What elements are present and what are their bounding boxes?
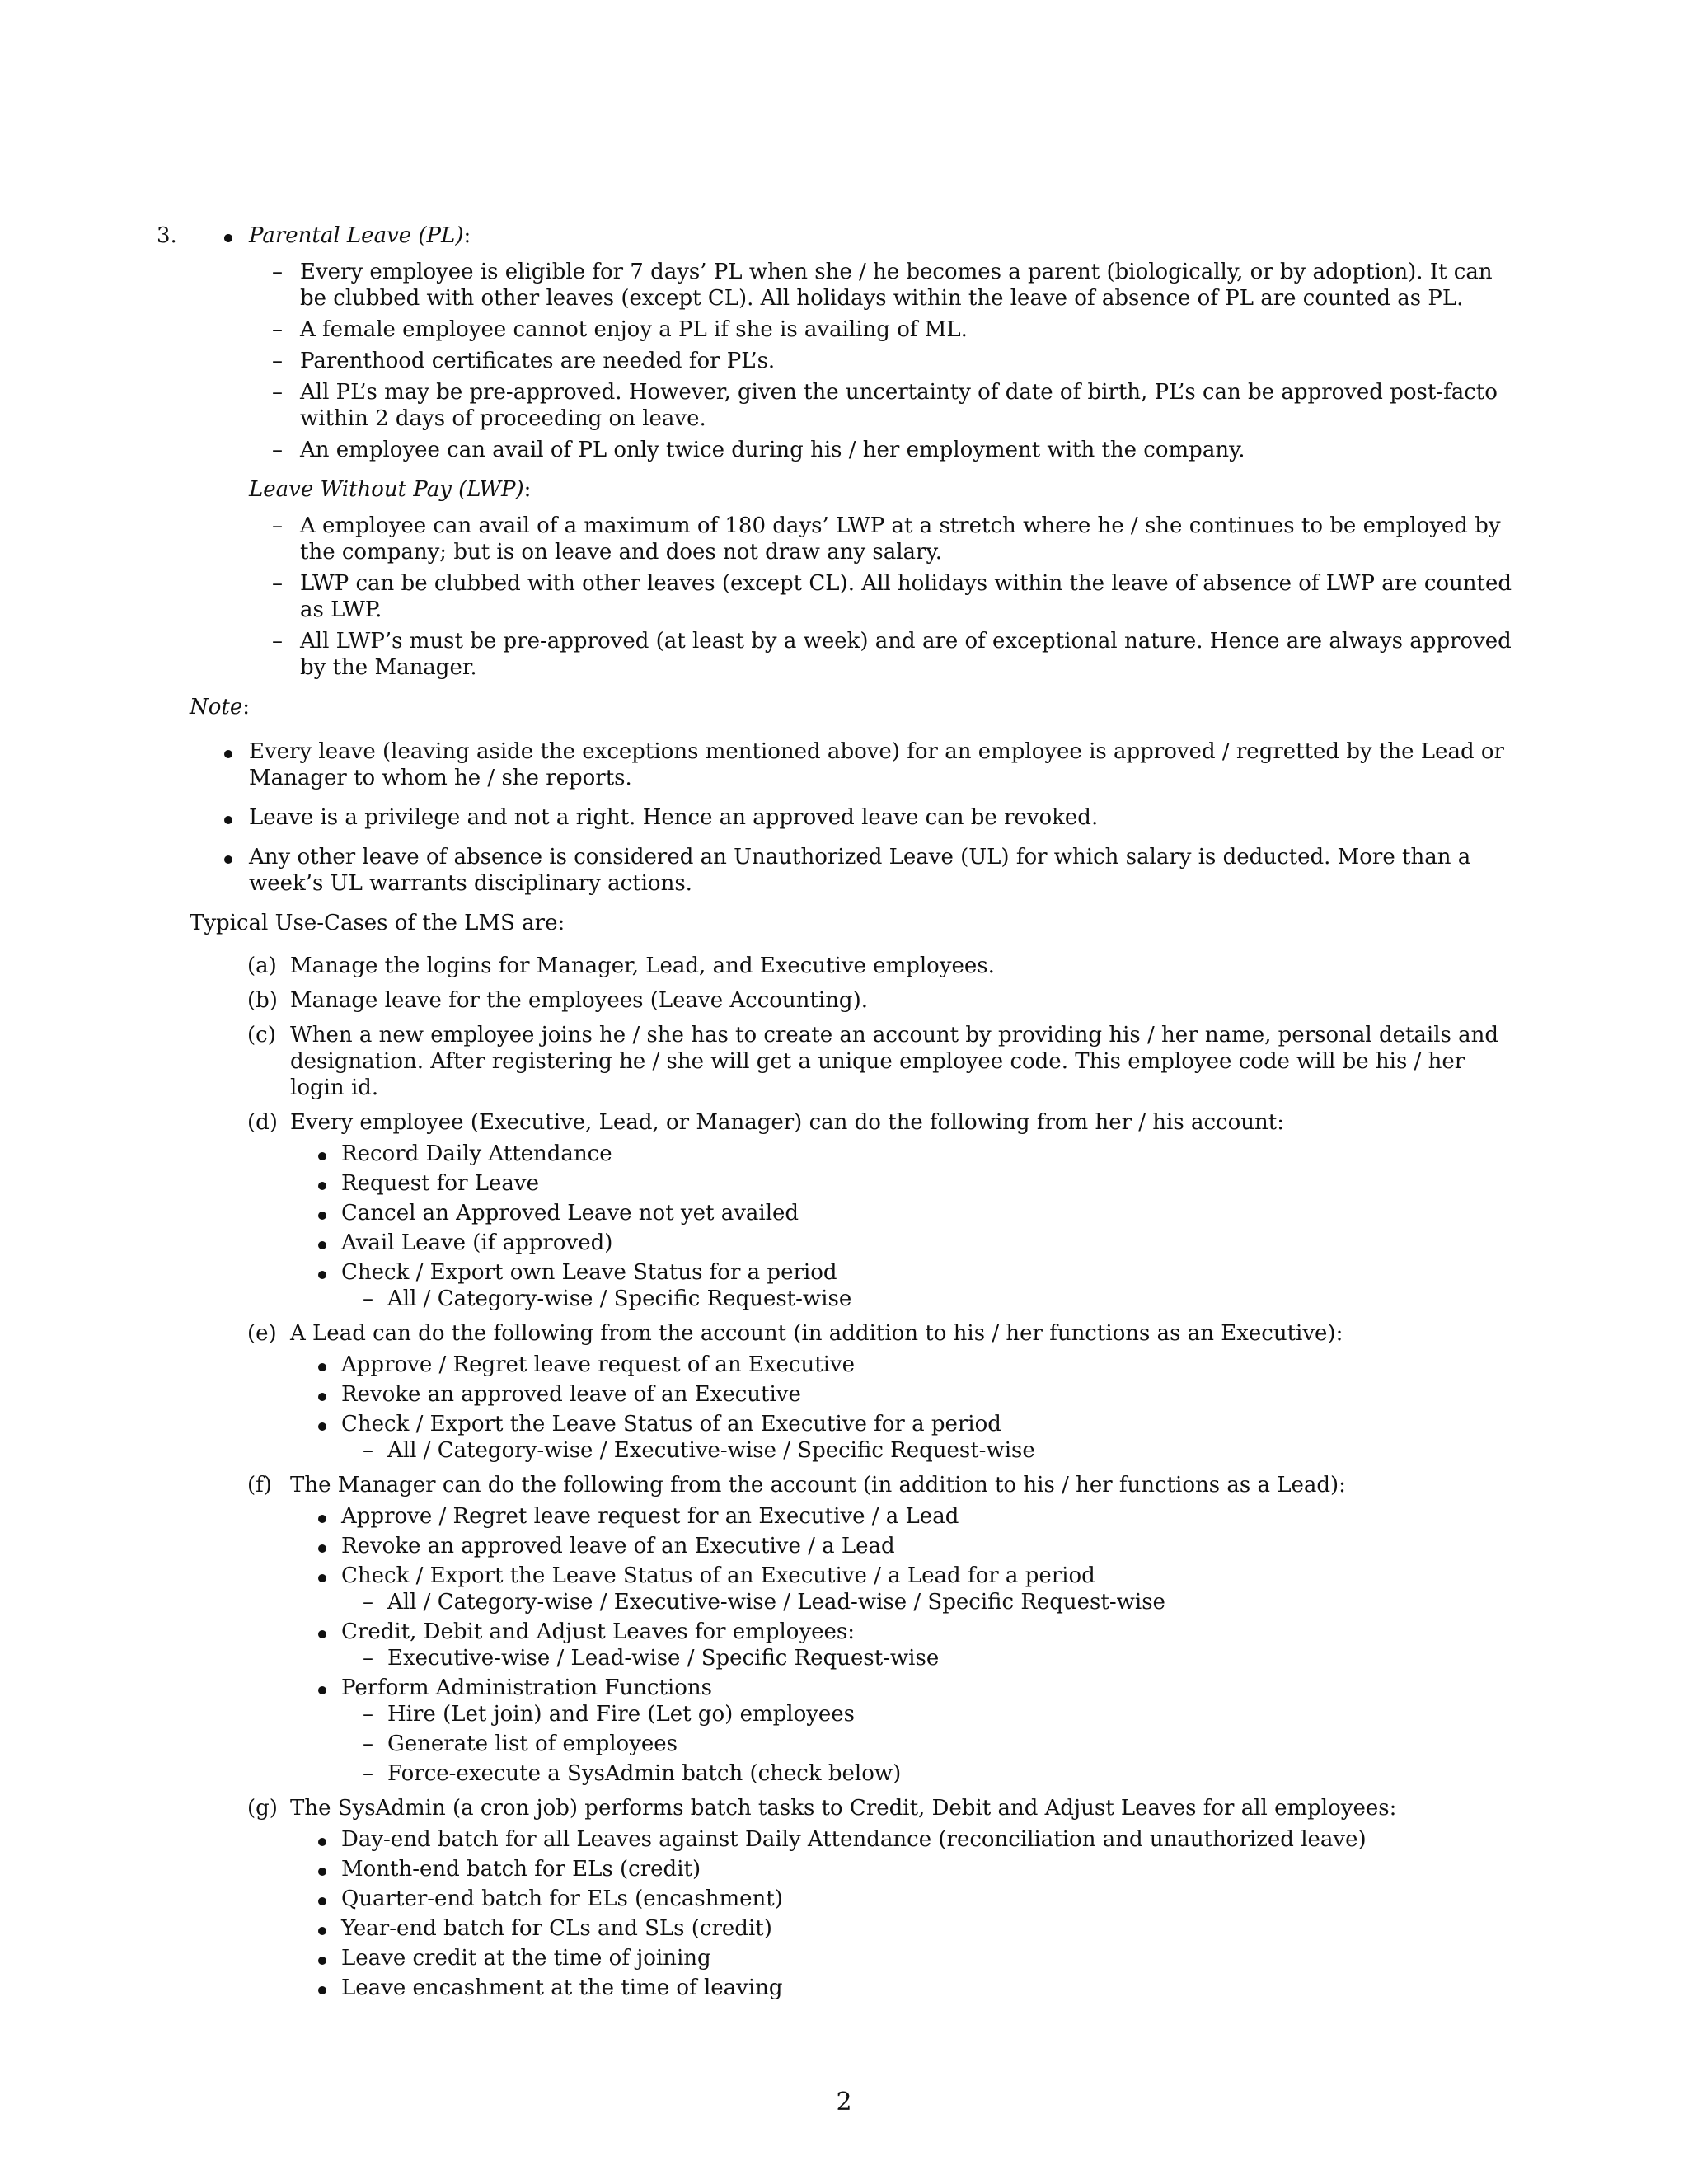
dash-icon: – xyxy=(272,629,283,654)
item-text: Year-end batch for CLs and SLs (credit) xyxy=(341,1916,772,1941)
parental-leave-section xyxy=(148,223,1517,463)
item-text: Hire (Let join) and Fire (Let go) employees xyxy=(387,1702,856,1727)
list-item xyxy=(290,1945,1517,1971)
sub-list xyxy=(341,1589,1517,1615)
rule-text: All LWP’s must be pre-approved (at least by a week) and are of exceptional nature. Hence are always approved by the Manager. xyxy=(300,629,1512,680)
dash-icon: – xyxy=(272,317,283,342)
sub-list xyxy=(341,1437,1517,1464)
bullet-icon xyxy=(224,223,232,249)
bullet-icon xyxy=(318,1230,326,1256)
list-item xyxy=(290,1826,1517,1853)
item-text: Manage leave for the employees (Leave Accounting). xyxy=(290,988,868,1013)
note-text: Leave is a privilege and not a right. Hence an approved leave can be revoked. xyxy=(249,805,1099,830)
section-title-text: Parental Leave (PL) xyxy=(249,223,464,248)
list-item xyxy=(341,1645,1517,1671)
item-text: A Lead can do the following from the account (in addition to his / her functions as an Executive): xyxy=(290,1321,1343,1346)
item-text: Cancel an Approved Leave not yet availed xyxy=(341,1201,799,1226)
item-text: Every employee (Executive, Lead, or Manager) can do the following from her / his account: xyxy=(290,1110,1284,1135)
parental-leave-rules xyxy=(249,259,1517,463)
dash-icon: – xyxy=(363,1702,373,1727)
use-case-g xyxy=(190,1795,1517,2001)
manager-functions xyxy=(290,1503,1517,1787)
list-item xyxy=(341,1701,1517,1727)
item-label: (d) xyxy=(247,1110,278,1135)
note-list xyxy=(148,738,1517,897)
list-item xyxy=(290,1259,1517,1312)
list-item xyxy=(290,1170,1517,1197)
list-item xyxy=(148,804,1517,831)
section-title-text: Leave Without Pay (LWP) xyxy=(249,477,524,502)
dash-icon: – xyxy=(363,1761,373,1786)
list-item xyxy=(341,1437,1517,1464)
note-label-text: Note xyxy=(190,695,243,719)
bullet-icon xyxy=(318,1619,326,1645)
item-text: Force-execute a SysAdmin batch (check below) xyxy=(387,1761,902,1786)
item-text: Month-end batch for ELs (credit) xyxy=(341,1857,701,1882)
list-item xyxy=(290,1856,1517,1882)
bullet-icon xyxy=(318,1856,326,1882)
list-item xyxy=(290,1352,1517,1378)
item-text: When a new employee joins he / she has to create an account by providing his / her name, personal details and designation. After registering he / she will get a unique employee code. This employee code will be his / her login id. xyxy=(290,1023,1499,1100)
list-item xyxy=(290,1141,1517,1167)
dash-icon: – xyxy=(363,1286,373,1311)
list-item xyxy=(249,259,1517,312)
use-case-f xyxy=(190,1472,1517,1787)
list-item xyxy=(341,1731,1517,1757)
list-item xyxy=(290,1381,1517,1408)
dash-icon: – xyxy=(272,571,283,596)
item-text: Request for Leave xyxy=(341,1171,539,1196)
item-text: All / Category-wise / Executive-wise / Specific Request-wise xyxy=(387,1438,1035,1463)
list-item xyxy=(249,348,1517,374)
bullet-icon xyxy=(318,1352,326,1378)
bullet-icon xyxy=(224,738,232,765)
use-case-d xyxy=(190,1109,1517,1312)
dash-icon: – xyxy=(363,1732,373,1756)
item-text: Check / Export own Leave Status for a period xyxy=(341,1260,837,1285)
list-item xyxy=(290,1503,1517,1530)
section-heading: Typical Use-Cases of the LMS are: xyxy=(190,911,565,935)
list-item xyxy=(249,570,1517,623)
bullet-icon xyxy=(318,1945,326,1971)
item-label: (b) xyxy=(247,988,278,1013)
item-label: (e) xyxy=(247,1321,277,1346)
bullet-icon xyxy=(318,1259,326,1286)
item-text: Approve / Regret leave request of an Executive xyxy=(341,1352,856,1377)
bullet-icon xyxy=(318,1503,326,1530)
dash-icon: – xyxy=(272,349,283,373)
item-text: The Manager can do the following from the account (in addition to his / her functions as a Lead): xyxy=(290,1473,1346,1497)
list-item xyxy=(249,316,1517,343)
list-item xyxy=(148,738,1517,791)
item-text: Revoke an approved leave of an Executive / a Lead xyxy=(341,1534,895,1558)
sub-list xyxy=(341,1645,1517,1671)
item-text: Generate list of employees xyxy=(387,1732,678,1756)
bullet-icon xyxy=(318,1563,326,1589)
page-number: 2 xyxy=(836,2088,852,2116)
item-text: Executive-wise / Lead-wise / Specific Request-wise xyxy=(387,1646,940,1671)
bullet-icon xyxy=(318,1675,326,1701)
list-item xyxy=(290,1230,1517,1256)
rule-text: A female employee cannot enjoy a PL if she is availing of ML. xyxy=(300,317,968,342)
section-title xyxy=(249,223,1517,249)
dash-icon: – xyxy=(272,513,283,538)
list-item xyxy=(341,1589,1517,1615)
item-text: Manage the logins for Manager, Lead, and Executive employees. xyxy=(290,954,995,978)
rule-text: LWP can be clubbed with other leaves (except CL). All holidays within the leave of absence of LWP are counted as LWP. xyxy=(300,571,1512,622)
list-item xyxy=(249,513,1517,565)
list-item xyxy=(290,1675,1517,1787)
rule-text: Parenthood certificates are needed for PL’s. xyxy=(300,349,776,373)
use-case-c xyxy=(190,1022,1517,1101)
title-colon: : xyxy=(463,223,471,248)
list-item xyxy=(290,1200,1517,1226)
page-content xyxy=(148,223,1517,2009)
bullet-icon xyxy=(318,1533,326,1559)
sysadmin-batches xyxy=(290,1826,1517,2001)
list-item xyxy=(341,1760,1517,1787)
item-label: (a) xyxy=(247,954,277,978)
item-text: Approve / Regret leave request for an Executive / a Lead xyxy=(341,1504,959,1529)
sub-list xyxy=(341,1286,1517,1312)
item-text: Revoke an approved leave of an Executive xyxy=(341,1382,801,1407)
use-case-a xyxy=(190,953,1517,979)
list-item xyxy=(249,437,1517,463)
rule-text: Every employee is eligible for 7 days’ PL when she / he becomes a parent (biologically, or by adoption). It can be clubbed with other leaves (except CL). All holidays within the leave of absence of PL are counted as PL. xyxy=(300,260,1493,311)
list-item xyxy=(290,1411,1517,1464)
bullet-icon xyxy=(318,1381,326,1408)
use-case-e xyxy=(190,1320,1517,1464)
item-text: Leave encashment at the time of leaving xyxy=(341,1975,783,2000)
list-item xyxy=(290,1886,1517,1912)
admin-functions xyxy=(341,1701,1517,1787)
title-colon: : xyxy=(523,477,532,502)
dash-icon: – xyxy=(363,1646,373,1671)
bullet-icon xyxy=(224,804,232,831)
list-item xyxy=(290,1533,1517,1559)
item-text: Record Daily Attendance xyxy=(341,1141,612,1166)
bullet-icon xyxy=(318,1886,326,1912)
list-item xyxy=(249,628,1517,681)
note-label xyxy=(148,694,1517,720)
item-text: Day-end batch for all Leaves against Daily Attendance (reconciliation and unauthorized leave) xyxy=(341,1827,1367,1852)
item-label: (f) xyxy=(247,1473,272,1497)
dash-icon: – xyxy=(363,1438,373,1463)
lead-functions xyxy=(290,1352,1517,1464)
use-case-list xyxy=(190,953,1517,2001)
bullet-icon xyxy=(318,1170,326,1197)
dash-icon: – xyxy=(272,438,283,462)
item-label: (c) xyxy=(247,1023,276,1047)
list-item xyxy=(148,844,1517,897)
note-colon: : xyxy=(242,695,251,719)
dash-icon: – xyxy=(272,260,283,284)
section-number: 3. xyxy=(157,223,177,248)
bullet-icon xyxy=(318,1826,326,1853)
item-text: Perform Administration Functions xyxy=(341,1675,712,1700)
bullet-icon xyxy=(318,1141,326,1167)
item-text: All / Category-wise / Specific Request-wise xyxy=(387,1286,852,1311)
list-item xyxy=(290,1975,1517,2001)
list-item xyxy=(249,379,1517,432)
list-item xyxy=(290,1619,1517,1671)
list-item xyxy=(290,1563,1517,1615)
bullet-icon xyxy=(318,1411,326,1437)
item-text: Avail Leave (if approved) xyxy=(341,1230,613,1255)
dash-icon: – xyxy=(272,380,283,405)
item-text: Check / Export the Leave Status of an Executive / a Lead for a period xyxy=(341,1563,1095,1588)
bullet-icon xyxy=(318,1915,326,1942)
note-text: Any other leave of absence is considered an Unauthorized Leave (UL) for which salary is deducted. More than a week’s UL warrants disciplinary actions. xyxy=(249,845,1471,896)
use-case-b xyxy=(190,987,1517,1014)
item-label: (g) xyxy=(247,1796,278,1821)
bullet-icon xyxy=(224,844,232,870)
rule-text: An employee can avail of PL only twice during his / her employment with the company. xyxy=(300,438,1245,462)
bullet-icon xyxy=(318,1200,326,1226)
item-text: Quarter-end batch for ELs (encashment) xyxy=(341,1886,783,1911)
list-item xyxy=(341,1286,1517,1312)
item-text: All / Category-wise / Executive-wise / Lead-wise / Specific Request-wise xyxy=(387,1590,1165,1615)
list-item xyxy=(290,1915,1517,1942)
dash-icon: – xyxy=(363,1590,373,1615)
rule-text: All PL’s may be pre-approved. However, given the uncertainty of date of birth, PL’s can be approved post-facto within 2 days of proceeding on leave. xyxy=(300,380,1498,431)
item-text: Credit, Debit and Adjust Leaves for employees: xyxy=(341,1619,856,1644)
lwp-section xyxy=(148,476,1517,681)
rule-text: A employee can avail of a maximum of 180 days’ LWP at a stretch where he / she continues to be employed by the company; but is on leave and does not draw any salary. xyxy=(300,513,1501,565)
bullet-icon xyxy=(318,1975,326,2001)
note-text: Every leave (leaving aside the exceptions mentioned above) for an employee is approved / regretted by the Lead or Manager to whom he / she reports. xyxy=(249,739,1504,790)
item-text: The SysAdmin (a cron job) performs batch tasks to Credit, Debit and Adjust Leaves for all employees: xyxy=(290,1796,1397,1821)
employee-functions xyxy=(290,1141,1517,1312)
item-text: Check / Export the Leave Status of an Executive for a period xyxy=(341,1412,1001,1436)
item-text: Leave credit at the time of joining xyxy=(341,1946,711,1971)
lwp-rules xyxy=(249,513,1517,681)
section-title xyxy=(249,476,1517,503)
